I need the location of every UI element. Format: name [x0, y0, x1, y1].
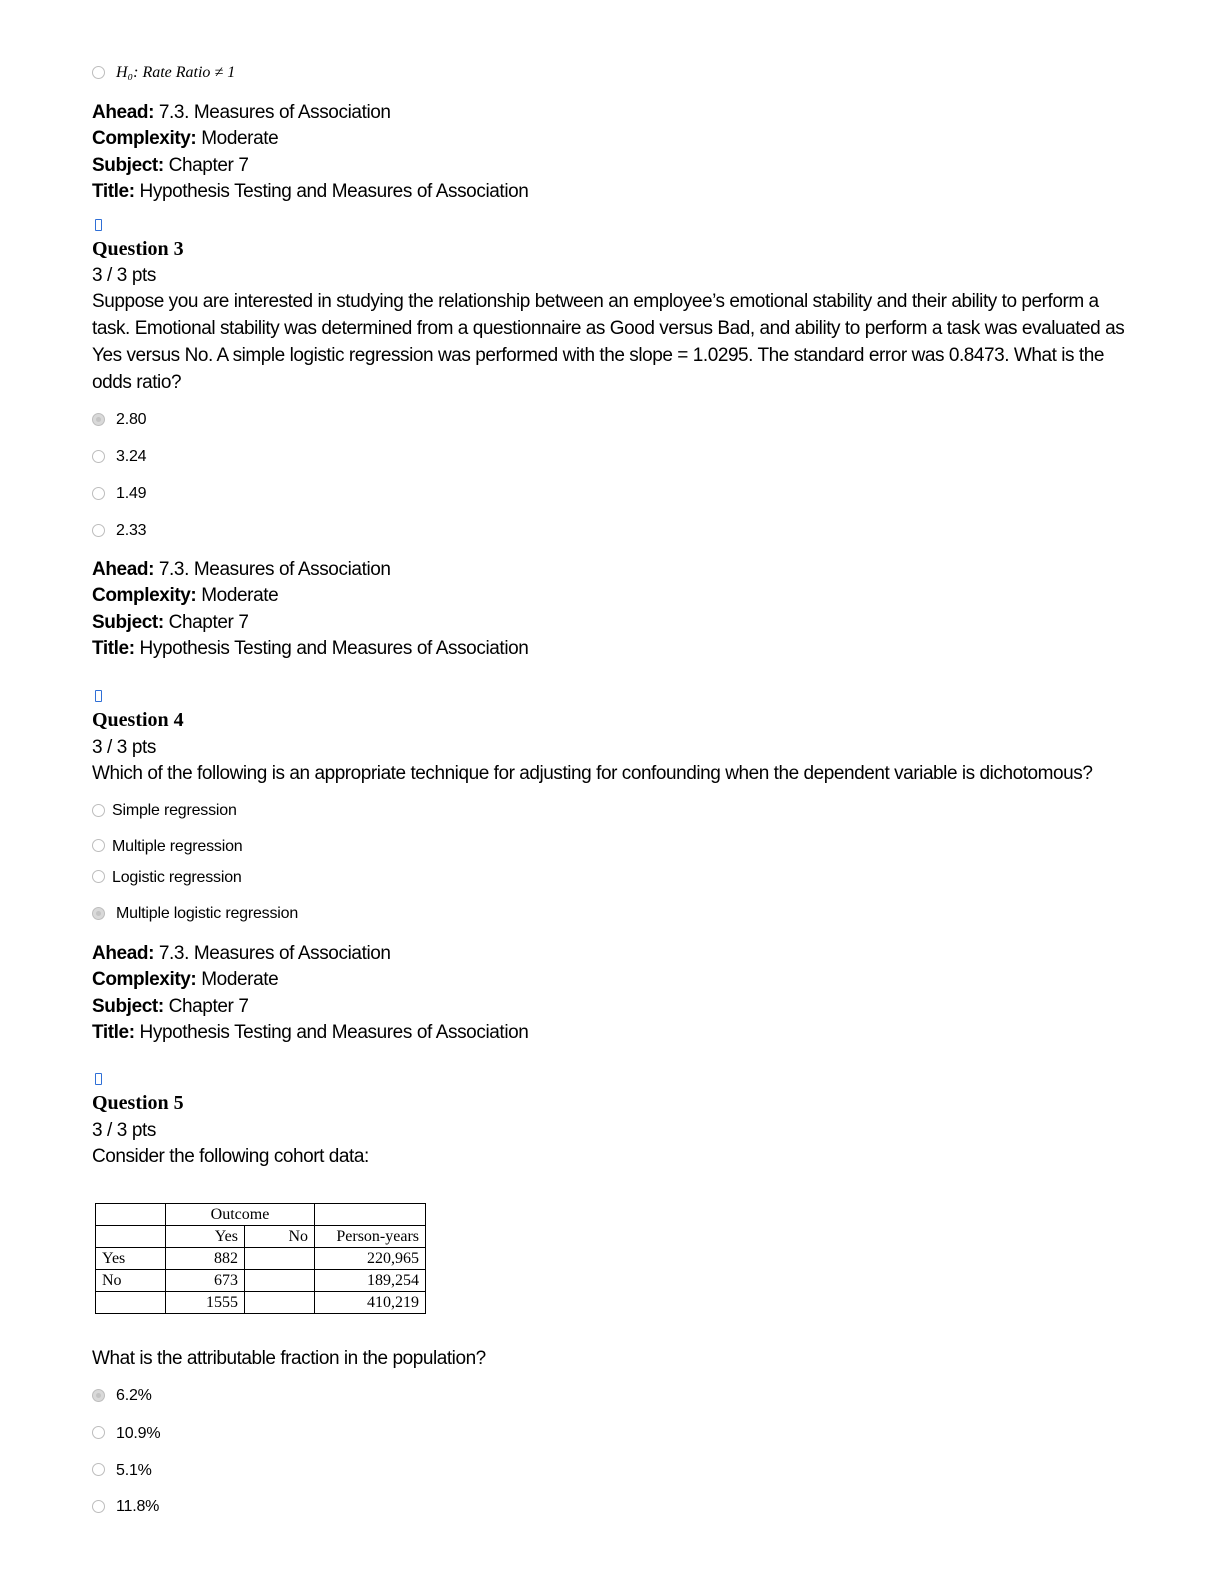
meta-title — [92, 181, 528, 203]
meta-label-ahead: Ahead: — [92, 559, 154, 580]
q5-option-radio[interactable] — [92, 1463, 105, 1476]
meta-label-complexity: Complexity: — [92, 969, 197, 990]
question-3-line: Yes versus No. A simple logistic regression was performed with the slope = 1.0295. The standard error was 0.8473. What is the — [92, 345, 1104, 366]
q3-option-radio[interactable] — [92, 413, 105, 426]
q5-option-radio[interactable] — [92, 1389, 105, 1402]
meta-ahead — [92, 943, 391, 965]
meta-complexity — [92, 969, 278, 991]
table-cell: 882 — [166, 1248, 245, 1270]
meta-label-subject: Subject: — [92, 155, 164, 176]
meta-ahead — [92, 559, 391, 581]
table-cell: 220,965 — [315, 1248, 426, 1270]
question-5-title: Question 5 — [92, 1092, 184, 1114]
q3-option-radio[interactable] — [92, 450, 105, 463]
question-5-text — [92, 1143, 369, 1170]
meta-label-title: Title: — [92, 638, 135, 659]
outcome-header: Outcome — [166, 1204, 315, 1226]
meta-ahead — [92, 102, 391, 124]
question-4-title: Question 4 — [92, 709, 184, 731]
q5-option-label: 11.8% — [116, 1498, 160, 1515]
meta-subject-value: Chapter 7 — [168, 612, 249, 633]
table-cell: 1555 — [166, 1292, 245, 1314]
flag-icon[interactable] — [95, 219, 102, 231]
question-4-text — [92, 760, 1092, 787]
question-4-line: Which of the following is an appropriate technique for adjusting for confounding when the dependent variable is dichotomous? — [92, 763, 1093, 784]
hypothesis-option-label: H₀: Rate Ratio ≠ 1 — [116, 64, 236, 81]
q5-option-radio[interactable] — [92, 1426, 105, 1439]
q4-option-radio[interactable] — [92, 839, 105, 852]
meta-label-ahead: Ahead: — [92, 943, 154, 964]
table-row — [96, 1226, 426, 1248]
table-cell — [96, 1204, 166, 1226]
table-row — [96, 1248, 426, 1270]
meta-ahead-value: 7.3. Measures of Association — [158, 943, 391, 964]
table-cell: 673 — [166, 1270, 245, 1292]
col-person-years-header: Person-years — [315, 1226, 426, 1248]
col-no-header: No — [245, 1226, 315, 1248]
flag-icon[interactable] — [95, 1073, 102, 1085]
flag-icon[interactable] — [95, 690, 102, 702]
question-3-title: Question 3 — [92, 238, 184, 260]
q4-option-radio[interactable] — [92, 907, 105, 920]
meta-label-ahead: Ahead: — [92, 102, 154, 123]
q3-option-radio[interactable] — [92, 487, 105, 500]
meta-title — [92, 1022, 528, 1044]
meta-subject — [92, 155, 249, 177]
meta-subject — [92, 996, 249, 1018]
q4-option-label: Simple regression — [112, 802, 237, 819]
meta-ahead-value: 7.3. Measures of Association — [158, 559, 391, 580]
table-cell — [245, 1292, 315, 1314]
meta-label-subject: Subject: — [92, 612, 164, 633]
q5-option-radio[interactable] — [92, 1500, 105, 1513]
q5-option-label: 6.2% — [116, 1387, 152, 1404]
meta-title-value: Hypothesis Testing and Measures of Association — [139, 181, 529, 202]
meta-label-subject: Subject: — [92, 996, 164, 1017]
q3-option-radio[interactable] — [92, 524, 105, 537]
question-3-points: 3 / 3 pts — [92, 265, 156, 286]
meta-subject — [92, 612, 249, 634]
meta-label-complexity: Complexity: — [92, 128, 197, 149]
meta-title-value: Hypothesis Testing and Measures of Association — [139, 1022, 529, 1043]
q4-option-label: Logistic regression — [112, 869, 242, 886]
question-4-points: 3 / 3 pts — [92, 737, 156, 758]
meta-label-title: Title: — [92, 1022, 135, 1043]
question-5-line: Consider the following cohort data: — [92, 1146, 369, 1167]
meta-subject-value: Chapter 7 — [168, 155, 249, 176]
meta-title — [92, 638, 528, 660]
table-cell — [315, 1204, 426, 1226]
meta-label-title: Title: — [92, 181, 135, 202]
meta-complexity — [92, 585, 278, 607]
question-3-line: odds ratio? — [92, 372, 182, 393]
table-cell — [245, 1248, 315, 1270]
table-row — [96, 1270, 426, 1292]
meta-complexity-value: Moderate — [201, 128, 279, 149]
question-3-line: task. Emotional stability was determined from a questionnaire as Good versus Bad, and ability to perform a task was evaluated as — [92, 318, 1125, 339]
row-label — [96, 1292, 166, 1314]
table-cell: 410,219 — [315, 1292, 426, 1314]
q4-option-label: Multiple regression — [112, 838, 243, 855]
hypothesis-radio[interactable] — [92, 66, 105, 79]
table-row — [96, 1292, 426, 1314]
question-5-points: 3 / 3 pts — [92, 1120, 156, 1141]
table-cell — [245, 1270, 315, 1292]
q3-option-label: 2.33 — [116, 522, 147, 539]
q5-option-label: 10.9% — [116, 1425, 161, 1442]
table-row — [96, 1204, 426, 1226]
question-3-line: Suppose you are interested in studying the relationship between an employee’s emotional stability and their ability to perform a — [92, 291, 1099, 312]
meta-complexity-value: Moderate — [201, 585, 279, 606]
cohort-table — [95, 1203, 426, 1314]
table-cell: 189,254 — [315, 1270, 426, 1292]
question-5-followup: What is the attributable fraction in the population? — [92, 1348, 486, 1369]
q3-option-label: 3.24 — [116, 448, 147, 465]
meta-subject-value: Chapter 7 — [168, 996, 249, 1017]
meta-complexity — [92, 128, 278, 150]
row-label: No — [96, 1270, 166, 1292]
q4-option-radio[interactable] — [92, 804, 105, 817]
meta-title-value: Hypothesis Testing and Measures of Association — [139, 638, 529, 659]
q4-option-label: Multiple logistic regression — [116, 905, 299, 922]
meta-complexity-value: Moderate — [201, 969, 279, 990]
q3-option-label: 1.49 — [116, 485, 147, 502]
meta-ahead-value: 7.3. Measures of Association — [158, 102, 391, 123]
q5-option-label: 5.1% — [116, 1462, 152, 1479]
col-yes-header: Yes — [166, 1226, 245, 1248]
question-3-text — [92, 288, 1124, 396]
q4-option-radio[interactable] — [92, 870, 105, 883]
q3-option-label: 2.80 — [116, 411, 147, 428]
meta-label-complexity: Complexity: — [92, 585, 197, 606]
table-cell — [96, 1226, 166, 1248]
row-label: Yes — [96, 1248, 166, 1270]
